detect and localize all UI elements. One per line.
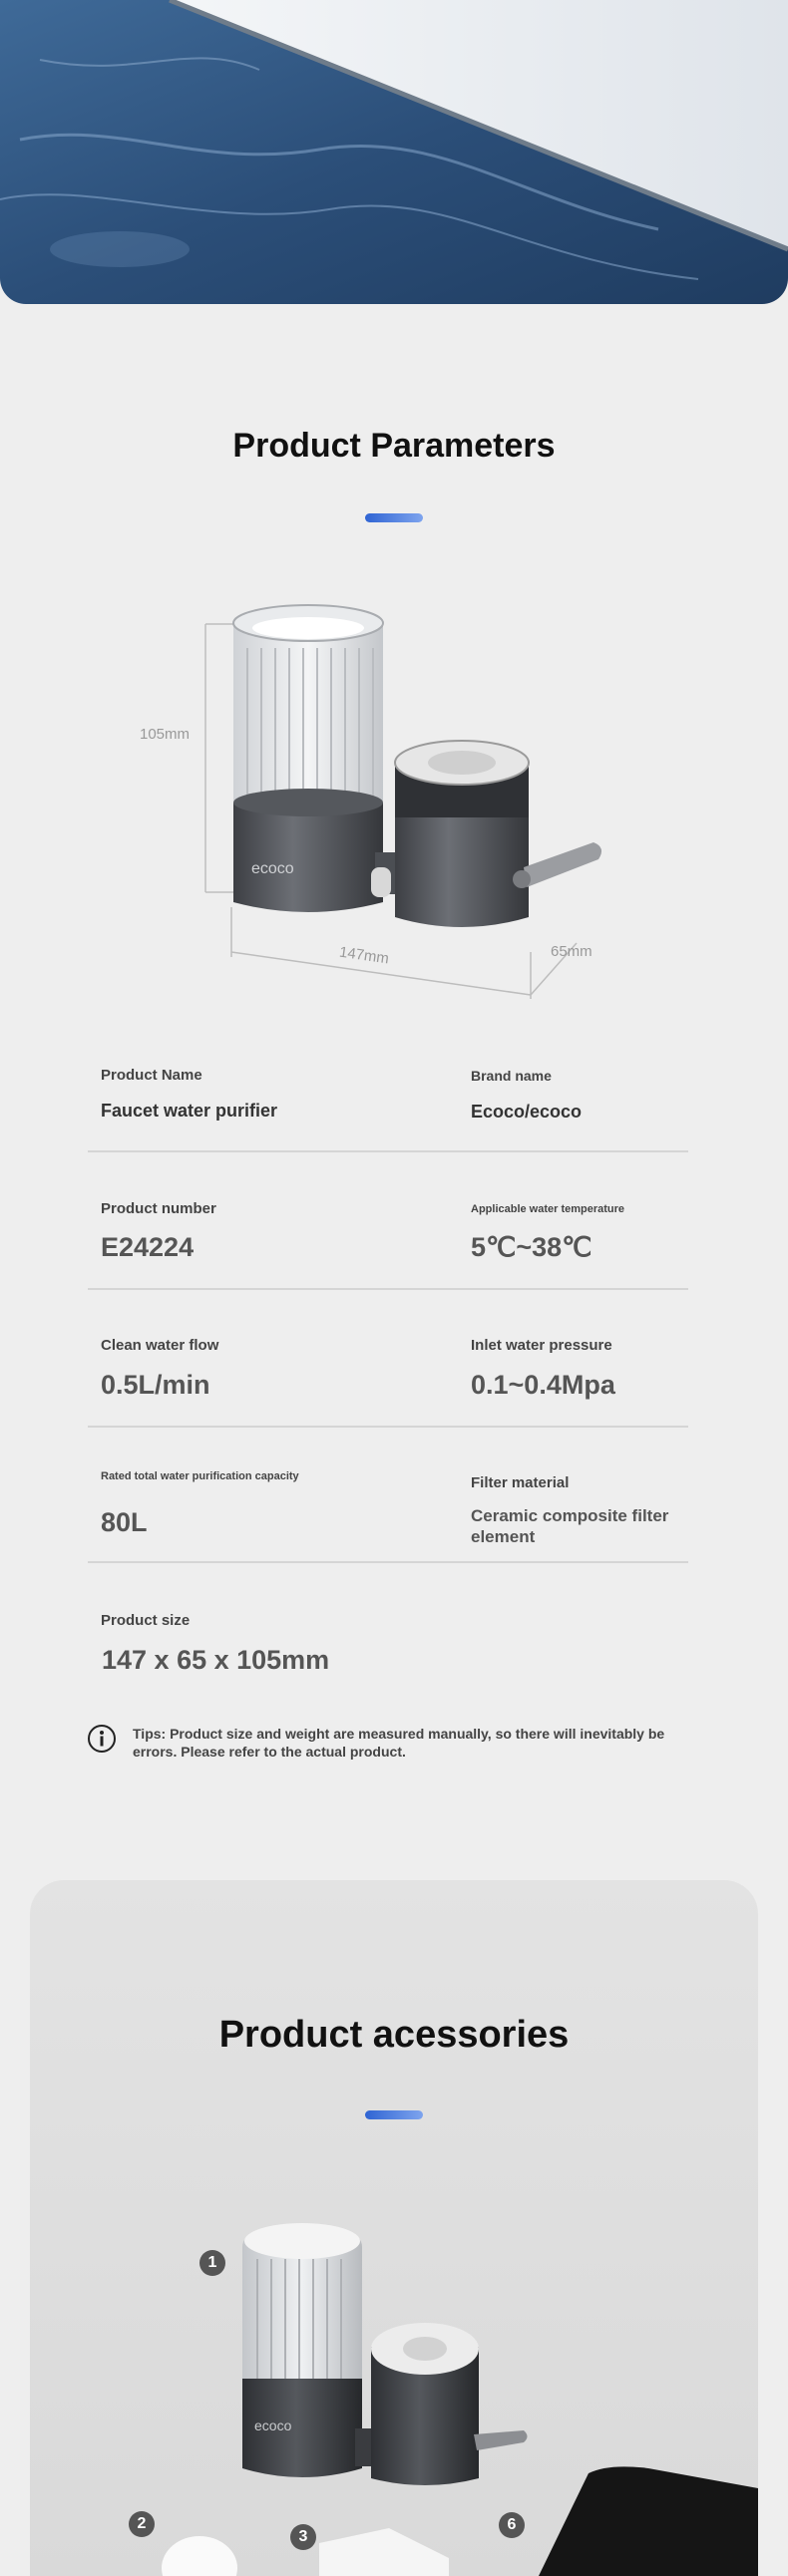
param-value-clean-water-flow: 0.5L/min [101,1370,210,1400]
param-divider [88,1561,688,1563]
accessory-badge-6: 6 [499,2512,525,2538]
param-value-inlet-pressure: 0.1~0.4Mpa [471,1370,615,1400]
param-label-filter-material: Filter material [471,1474,570,1491]
param-value-purification-capacity: 80L [101,1507,148,1537]
accessory-badge-2: 2 [129,2511,155,2537]
hero-water-image [0,0,788,304]
param-label-product-number: Product number [101,1200,216,1217]
param-label-purification-capacity: Rated total water purification capacity [101,1470,299,1482]
dimension-width-label: 147mm [338,943,390,968]
accessories-title: Product acessories [218,2014,570,2056]
param-value-product-name: Faucet water purifier [101,1101,278,1121]
dimension-height-label: 105mm [140,726,191,743]
product-dimension-illustration [140,588,638,1007]
param-label-product-size: Product size [101,1612,191,1629]
accessories-accent-bar [365,2110,423,2119]
parameters-title: Product Parameters [232,427,556,465]
param-label-product-name: Product Name [101,1067,202,1084]
parameters-accent-bar [365,513,423,522]
param-value-brand-name: Ecoco/ecoco [471,1102,583,1122]
param-divider [88,1150,688,1152]
info-icon [87,1724,117,1754]
param-value-product-size: 147 x 65 x 105mm [102,1645,330,1675]
hero-banner [0,0,788,304]
accessories-card [30,1880,758,2576]
tips-text: Tips: Product size and weight are measured manually, so there will inevitably be errors. Please refer to the actual product. [133,1726,665,1760]
param-divider [88,1426,688,1428]
param-label-water-temperature: Applicable water temperature [471,1203,625,1215]
param-value-product-number: E24224 [101,1232,195,1262]
svg-text:ecoco: ecoco [251,860,294,877]
accessories-photo [30,1880,758,2576]
svg-text:ecoco: ecoco [254,2417,292,2433]
param-label-clean-water-flow: Clean water flow [101,1337,219,1354]
param-label-inlet-pressure: Inlet water pressure [471,1337,612,1354]
accessory-badge-1: 1 [199,2250,225,2276]
dimension-depth-label: 65mm [551,943,592,960]
param-value-water-temperature: 5℃~38℃ [471,1232,592,1262]
param-divider [88,1288,688,1290]
param-label-brand-name: Brand name [471,1068,552,1084]
param-value-filter-material: Ceramic composite filter element [471,1506,669,1546]
accessory-badge-3: 3 [290,2524,316,2550]
